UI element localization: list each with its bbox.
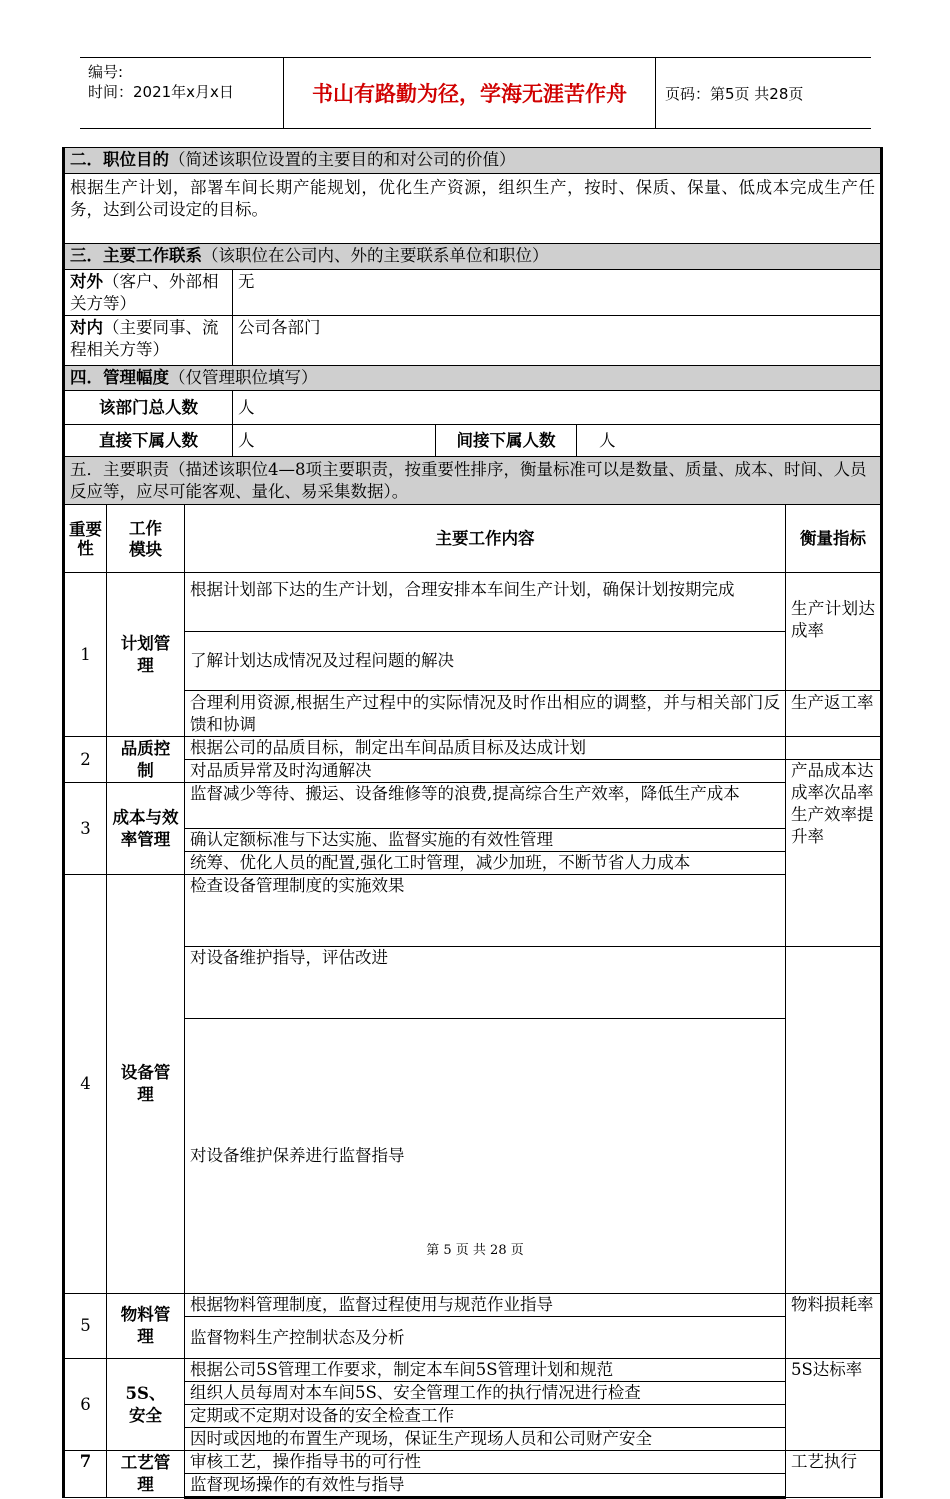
header-meta	[88, 62, 234, 102]
section3-heading	[64, 244, 882, 270]
row-item: 监督现场操作的有效性与指导	[185, 1474, 786, 1498]
row-module: 物料管理	[107, 1294, 185, 1359]
table-row	[64, 1294, 882, 1317]
row-item: 根据公司的品质目标，制定出车间品质目标及达成计划	[185, 737, 786, 760]
row-item: 对品质异常及时沟通解决	[185, 760, 786, 783]
table-row	[64, 1451, 882, 1474]
row-measure: 5S达标率	[786, 1359, 882, 1451]
row-number: 6	[64, 1359, 107, 1451]
row-number: 5	[64, 1294, 107, 1359]
section2-heading	[64, 148, 882, 174]
table-row	[64, 737, 882, 760]
section4-title: 四．管理幅度	[70, 368, 169, 387]
row-item: 根据计划部下达的生产计划，合理安排本车间生产计划，确保计划按期完成	[185, 573, 786, 632]
section2-note: （简述该职位设置的主要目的和对公司的价值）	[169, 150, 516, 169]
internal-contact-label: 对内（主要同事、流程相关方等）	[64, 316, 233, 366]
table-row	[64, 1359, 882, 1382]
row-item: 定期或不定期对设备的安全检查工作	[185, 1405, 786, 1428]
page-indicator: 页码：第5页 共28页	[665, 84, 804, 103]
row-number: 4	[64, 875, 107, 1294]
direct-reports-value: 人	[233, 425, 436, 457]
row-item: 根据公司5S管理工作要求，制定本车间5S管理计划和规范	[185, 1359, 786, 1382]
row-module: 5S、安全	[107, 1359, 185, 1451]
row-module: 品质控制	[107, 737, 185, 783]
page-footer: 第 5 页 共 28 页	[426, 1243, 524, 1258]
internal-contact-value: 公司各部门	[233, 316, 882, 366]
row-measure: 物料损耗率	[786, 1294, 882, 1359]
section4-heading	[64, 366, 882, 391]
row-item: 检查设备管理制度的实施效果	[185, 875, 786, 947]
row-measure: 生产计划达成率	[786, 573, 882, 691]
row-module: 成本与效率管理	[107, 783, 185, 875]
row-number: 7	[64, 1451, 107, 1498]
col-module: 工作模块	[107, 505, 185, 573]
row-item: 对设备维护保养进行监督指导	[185, 1018, 786, 1293]
row-item: 监督物料生产控制状态及分析	[185, 1317, 786, 1359]
row-item: 合理利用资源,根据生产过程中的实际情况及时作出相应的调整，并与相关部门反馈和协调	[185, 691, 786, 737]
job-description-table	[62, 147, 883, 1499]
row-number: 2	[64, 737, 107, 783]
col-measure: 衡量指标	[786, 505, 882, 573]
row-item: 了解计划达成情况及过程问题的解决	[185, 632, 786, 691]
row-measure: 工艺执行	[786, 1451, 882, 1498]
section4-note: （仅管理职位填写）	[169, 368, 318, 387]
row-item: 确认定额标准与下达实施、监督实施的有效性管理	[185, 829, 786, 852]
row-item: 组织人员每周对本车间5S、安全管理工作的执行情况进行检查	[185, 1382, 786, 1405]
table-row	[64, 573, 882, 632]
indirect-reports-value: 人	[577, 425, 882, 457]
row-number: 1	[64, 573, 107, 737]
row-measure: 产品成本达成率次品率生产效率提升率	[786, 760, 882, 947]
row-number: 3	[64, 783, 107, 875]
section3-title: 三．主要工作联系	[70, 246, 202, 265]
col-importance: 重要性	[64, 505, 107, 573]
direct-reports-label: 直接下属人数	[64, 425, 233, 457]
row-module: 计划管理	[107, 573, 185, 737]
row-item: 对设备维护指导，评估改进	[185, 946, 786, 1018]
table-row	[64, 875, 882, 947]
col-content: 主要工作内容	[185, 505, 786, 573]
row-item: 统筹、优化人员的配置,强化工时管理，减少加班，不断节省人力成本	[185, 852, 786, 875]
row-item: 因时或因地的布置生产现场，保证生产现场人员和公司财产安全	[185, 1428, 786, 1451]
row-measure: 生产返工率	[786, 691, 882, 737]
external-contact-value: 无	[233, 270, 882, 316]
table-row	[64, 783, 882, 829]
section2-title: 二．职位目的	[70, 150, 169, 169]
external-contact-label: 对外（客户、外部相关方等）	[64, 270, 233, 316]
row-item: 根据物料管理制度，监督过程使用与规范作业指导	[185, 1294, 786, 1317]
time-label: 时间：2021年x月x日	[88, 83, 234, 101]
number-label: 编号:	[88, 63, 124, 81]
header-motto: 书山有路勤为径，学海无涯苦作舟	[283, 58, 656, 128]
total-headcount-value: 人	[233, 391, 882, 425]
row-module: 设备管理	[107, 875, 185, 1294]
total-headcount-label: 该部门总人数	[64, 391, 233, 425]
section5-heading: 五．主要职责（描述该职位4—8项主要职责，按重要性排序，衡量标准可以是数量、质量、成本、时间、人员反应等，应尽可能客观、量化、易采集数据）。	[64, 457, 882, 505]
row-item: 监督减少等待、搬运、设备维修等的浪费,提高综合生产效率，降低生产成本	[185, 783, 786, 829]
indirect-reports-label: 间接下属人数	[436, 425, 577, 457]
row-measure-empty	[786, 737, 882, 760]
section2-content: 根据生产计划，部署车间长期产能规划，优化生产资源，组织生产，按时、保质、保量、低成本完成生产任务，达到公司设定的目标。	[64, 174, 882, 244]
section3-note: （该职位在公司内、外的主要联系单位和职位）	[202, 246, 549, 265]
row-module: 工艺管理	[107, 1451, 185, 1498]
row-item: 审核工艺，操作指导书的可行性	[185, 1451, 786, 1474]
page-header	[80, 57, 871, 129]
